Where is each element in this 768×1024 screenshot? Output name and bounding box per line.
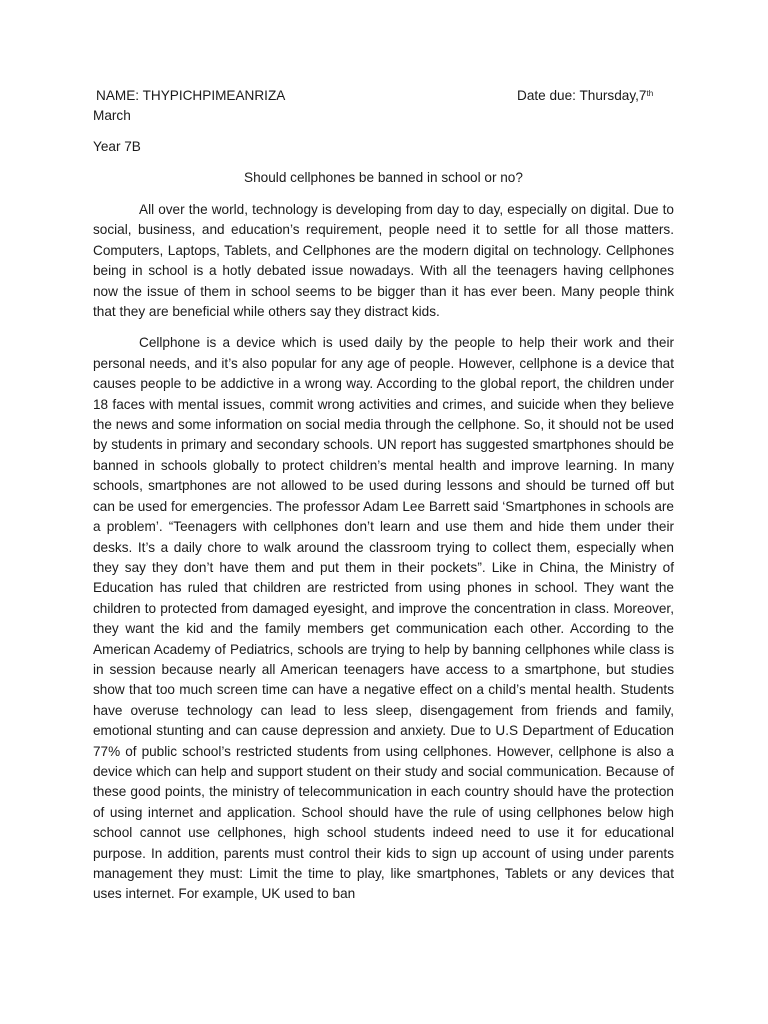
year-group: Year 7B [93,139,141,154]
essay-title: Should cellphones be banned in school or no? [244,170,523,185]
due-date [517,86,653,106]
due-date-month: March [93,108,131,123]
paragraph-1: All over the world, technology is developing from day to day, especially on digital. Due to social, business, and education’s requirement, people need it to settle for all those matters. Computers, Laptops, Tablets, and Cellphones are the modern digital on technology. Cellphones being in school is a hotly debated issue nowadays. With all the teenagers having cellphones now the issue of them in school seems to be bigger than it has ever been. Many people think that they are beneficial while others say they distract kids. [93,202,674,320]
student-name: NAME: THYPICHPIMEANRIZA [96,88,286,103]
due-date-label: Date due: Thursday,7 [517,88,647,103]
document-body [93,86,674,905]
paragraph-2: Cellphone is a device which is used daily by the people to help their work and their personal needs, and it’s also popular for any age of people. However, cellphone is a device that causes people to be addictive in a wrong way. According to the global report, the children under 18 faces with mental issues, commit wrong activities and crimes, and suicide when they believe the news and some information on social media through the cellphone. So, it should not be used by students in primary and secondary schools. UN report has suggested smartphones should be banned in schools globally to protect children’s mental health and improve learning. In many schools, smartphones are not allowed to be used during lessons and should be turned off but can be used for emergencies. The professor Adam Lee Barrett said ‘Smartphones in schools are a problem’. “Teenagers with cellphones don’t learn and use them and hide them under their desks. It’s a daily chore to walk around the classroom trying to collect them, especially when they say they don’t have them and put them in their pockets”. Like in China, the Ministry of Education has ruled that children are restricted from using phones in school. They want the children to protected from damaged eyesight, and improve the concentration in class. Moreover, they want the kid and the family members get communication each other. According to the American Academy of Pediatrics, schools are trying to help by banning cellphones while class is in session because nearly all American teenagers have access to a smartphone, but studies show that too much screen time can have a negative effect on a child’s mental health. Students have overuse technology can lead to less sleep, disengagement from friends and family, emotional stunting and can cause depression and anxiety. Due to U.S Department of Education 77% of public school’s restricted students from using cellphones. However, cellphone is also a device which can help and support student on their study and social communication. Because of these good points, the ministry of telecommunication in each country should have the protection of using internet and application. School should have the rule of using cellphones below high school cannot use cellphones, high school students indeed need to use it for educational purpose. In addition, parents must control their kids to sign up account of using under parents management they must: Limit the time to play, like smartphones, Tablets or any devices that uses internet. For example, UK used to ban [93,335,674,902]
header-line [93,86,674,106]
due-date-suffix: th [646,89,654,98]
